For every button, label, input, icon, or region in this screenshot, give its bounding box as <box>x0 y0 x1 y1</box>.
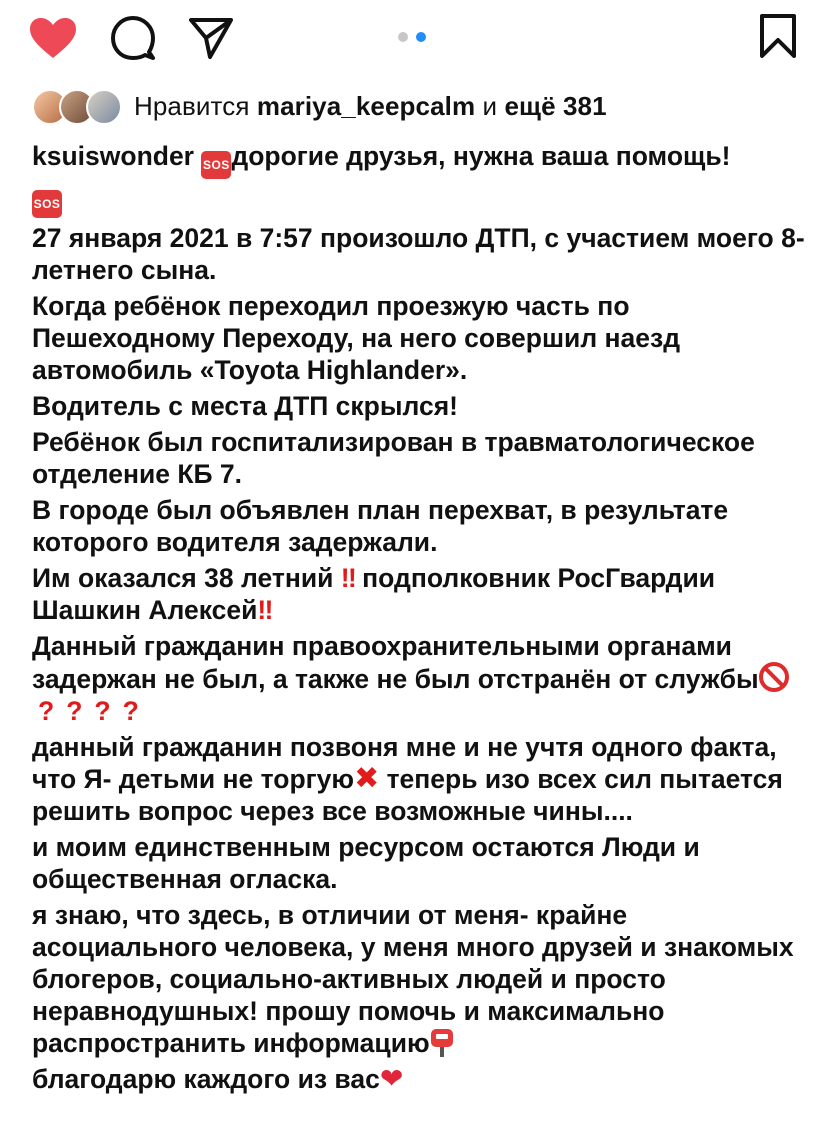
caption-paragraph <box>32 899 812 1059</box>
question-mark-icon: ? <box>66 696 83 726</box>
caption-paragraph: В городе был объявлен план перехват, в результате которого водителя задержали. <box>32 495 729 557</box>
post-caption <box>32 140 812 1099</box>
sos-icon: SOS <box>32 190 62 218</box>
caption-text: благодарю каждого из вас <box>32 1064 380 1094</box>
caption-paragraph: Когда ребёнок переходил проезжую часть по Пешеходному Переходу, на него совершил наезд автомобиль «Toyota Highlander». <box>32 291 681 385</box>
caption-text: дорогие друзья, нужна ваша помощь! <box>231 141 731 171</box>
pager-dot-active <box>416 32 426 42</box>
caption-paragraph <box>32 630 812 727</box>
caption-paragraph <box>32 731 812 827</box>
caption-text: я знаю, что здесь, в отличии от меня- крайне асоциального человека, у меня много друзей и знакомых блогеров, социально-активных людей и просто неравнодушных! прошу помочь и максимально распространить информацию <box>32 900 794 1058</box>
caption-paragraph <box>32 562 812 626</box>
sos-icon: SOS <box>201 151 231 179</box>
likes-text <box>134 91 607 122</box>
cross-mark-icon: ✖ <box>354 762 380 795</box>
caption-text: Им оказался 38 летний <box>32 563 341 593</box>
pager-dot-inactive <box>398 32 408 42</box>
question-mark-icon: ? <box>122 696 139 726</box>
bookmark-save-icon[interactable] <box>758 12 798 60</box>
caption-paragraph <box>32 1063 812 1095</box>
carousel-pager <box>398 32 434 44</box>
likes-user-link[interactable]: mariya_keepcalm <box>256 90 476 121</box>
liker-avatars <box>32 89 122 123</box>
caption-paragraph: 27 января 2021 в 7:57 произошло ДТП, с участием моего 8-летнего сына. <box>32 223 805 285</box>
prohibited-icon <box>759 662 789 692</box>
share-send-icon[interactable] <box>188 16 234 60</box>
caption-paragraph: и моим единственным ресурсом остаются Люди и общественная огласка. <box>32 832 700 894</box>
caption-username[interactable]: ksuiswonder <box>32 141 194 171</box>
likes-prefix: Нравится <box>134 90 257 121</box>
caption-text: теперь изо всех сил пытается решить вопрос через все возможные чины.... <box>32 764 783 826</box>
double-exclamation-icon: ‼ <box>257 595 272 625</box>
likes-others-link[interactable]: ещё 381 <box>504 90 607 121</box>
comment-icon[interactable] <box>109 14 157 62</box>
question-mark-icon: ? <box>94 696 111 726</box>
red-heart-icon: ❤ <box>379 1063 404 1094</box>
double-exclamation-icon: ‼ <box>340 563 355 593</box>
like-heart-icon[interactable] <box>28 16 78 60</box>
caption-paragraph: Ребёнок был госпитализирован в травматологическое отделение КБ 7. <box>32 427 755 489</box>
caption-text: данный гражданин позвоня мне и не учтя одного факта, что Я- детьми не торгую <box>32 732 777 794</box>
caption-text: подполковник РосГвардии Шашкин Алексей <box>32 563 716 625</box>
caption-line <box>32 140 812 218</box>
avatar <box>86 89 122 125</box>
mailbox-icon <box>430 1028 454 1058</box>
likes-middle: и <box>475 90 505 121</box>
caption-text: Данный гражданин правоохранительными органами задержан не был, а также не был отстранён от службы <box>32 631 759 694</box>
post-action-bar <box>0 0 828 80</box>
caption-paragraph: Водитель с места ДТП скрылся! <box>32 391 459 421</box>
question-mark-icon: ? <box>38 696 55 726</box>
likes-summary[interactable] <box>32 86 808 126</box>
